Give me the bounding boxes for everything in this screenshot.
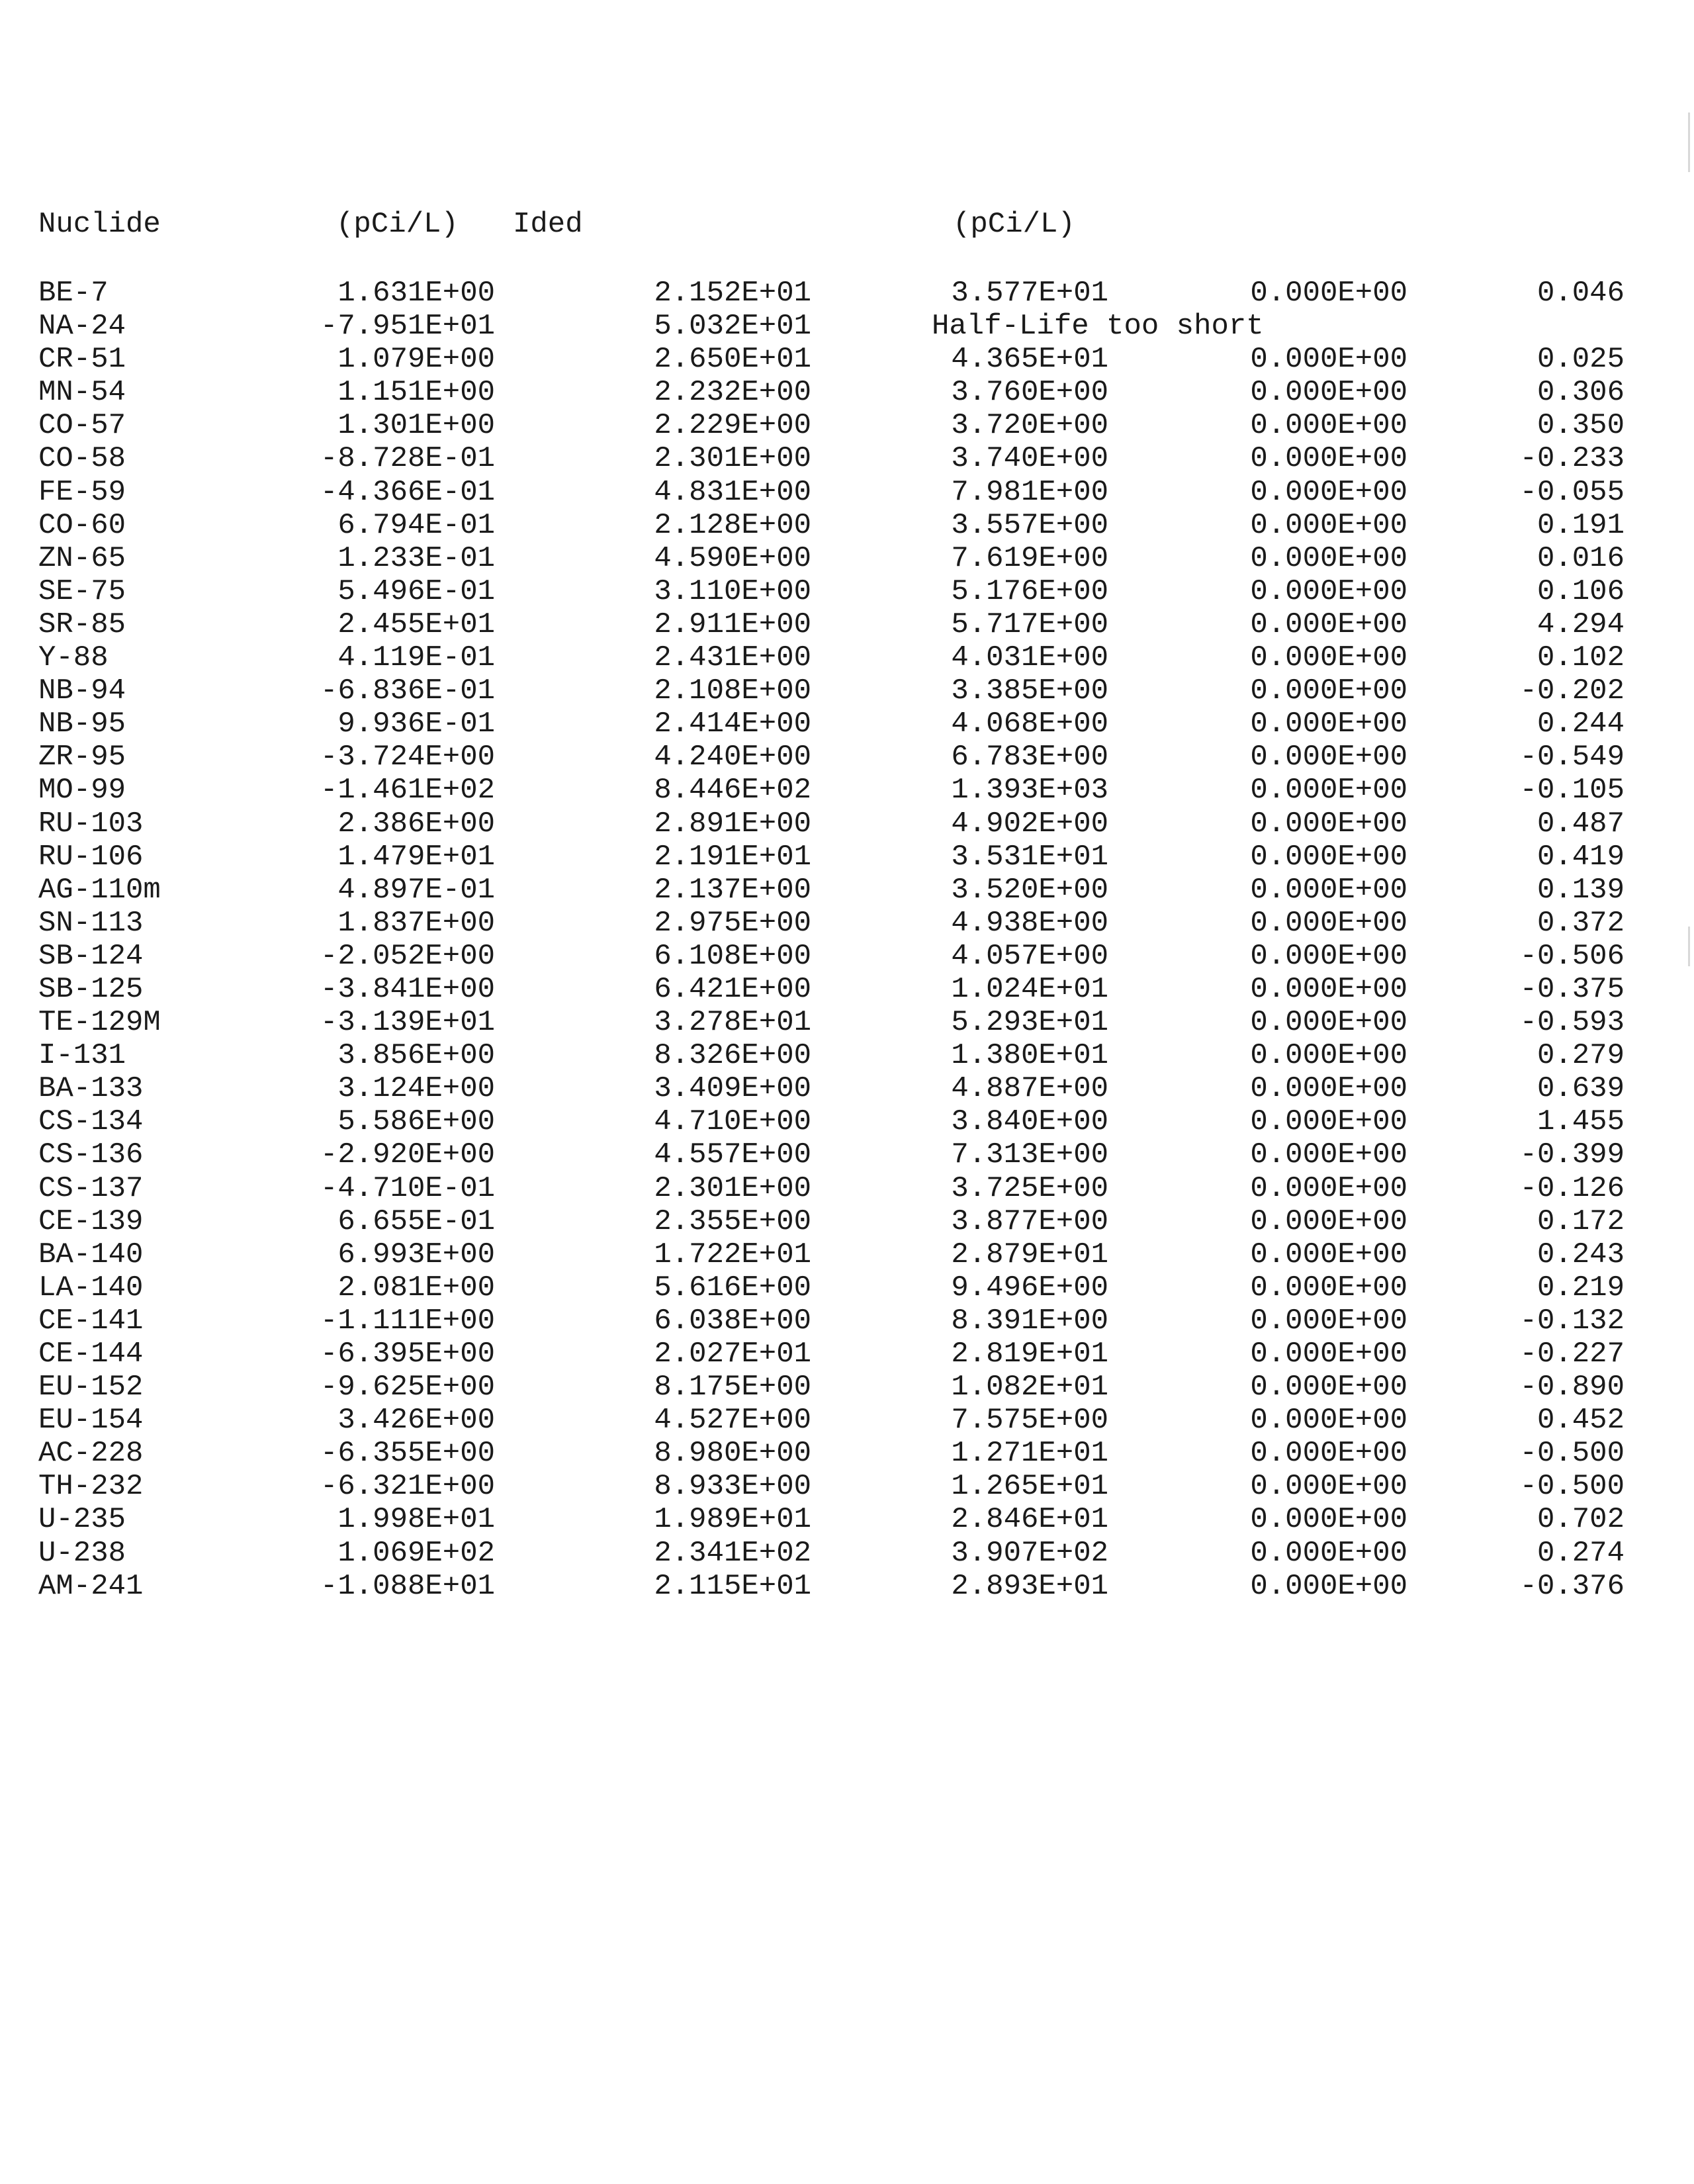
uncertainty-cell: 5.032E+01 bbox=[654, 310, 811, 343]
activity-cell: -1.461E+02 bbox=[320, 774, 495, 807]
uncertainty-cell: 8.980E+00 bbox=[654, 1437, 811, 1471]
table-row bbox=[0, 1470, 1694, 1503]
activity-cell: 5.586E+00 bbox=[337, 1105, 495, 1139]
ratio-cell: -0.375 bbox=[1519, 972, 1625, 1006]
mda-cell: 5.717E+00 bbox=[951, 608, 1108, 641]
nuclide-table bbox=[0, 277, 1694, 1603]
ratio-cell: -0.399 bbox=[1519, 1138, 1625, 1172]
activity-cell: 4.119E-01 bbox=[337, 641, 495, 675]
nuclide-cell: CE-139 bbox=[38, 1205, 144, 1238]
zero-cell: 0.000E+00 bbox=[1250, 707, 1407, 741]
table-row bbox=[0, 1338, 1694, 1371]
ratio-cell: 0.452 bbox=[1537, 1404, 1625, 1437]
uncertainty-cell: 2.355E+00 bbox=[654, 1205, 811, 1238]
table-row bbox=[0, 1072, 1694, 1105]
mda-cell: 3.385E+00 bbox=[951, 674, 1108, 708]
activity-cell: 1.079E+00 bbox=[337, 343, 495, 377]
table-row bbox=[0, 707, 1694, 741]
nuclide-cell: U-235 bbox=[38, 1503, 126, 1537]
table-row bbox=[0, 1271, 1694, 1304]
activity-cell: 1.233E-01 bbox=[337, 541, 495, 575]
ratio-cell: -0.890 bbox=[1519, 1371, 1625, 1404]
mda-cell: 7.313E+00 bbox=[951, 1138, 1108, 1172]
uncertainty-cell: 4.527E+00 bbox=[654, 1404, 811, 1437]
nuclide-cell: FE-59 bbox=[38, 475, 126, 509]
zero-cell: 0.000E+00 bbox=[1250, 1006, 1407, 1040]
nuclide-cell: CS-136 bbox=[38, 1138, 144, 1172]
activity-cell: 3.856E+00 bbox=[337, 1039, 495, 1073]
activity-cell: 4.897E-01 bbox=[337, 873, 495, 907]
nuclide-cell: SN-113 bbox=[38, 906, 144, 940]
activity-cell: -9.625E+00 bbox=[320, 1371, 495, 1404]
uncertainty-cell: 1.989E+01 bbox=[654, 1503, 811, 1537]
table-row bbox=[0, 874, 1694, 907]
nuclide-cell: ZN-65 bbox=[38, 541, 126, 575]
ratio-cell: -0.500 bbox=[1519, 1437, 1625, 1471]
uncertainty-cell: 2.232E+00 bbox=[654, 376, 811, 410]
nuclide-cell: CE-141 bbox=[38, 1304, 144, 1338]
mda-cell: 7.619E+00 bbox=[951, 541, 1108, 575]
nuclide-cell: RU-106 bbox=[38, 840, 144, 874]
ratio-cell: 4.294 bbox=[1537, 608, 1625, 641]
zero-cell: 0.000E+00 bbox=[1250, 1304, 1407, 1338]
ratio-cell: -0.500 bbox=[1519, 1470, 1625, 1504]
ratio-cell: 0.106 bbox=[1537, 574, 1625, 608]
ratio-cell: 0.702 bbox=[1537, 1503, 1625, 1537]
uncertainty-cell: 3.278E+01 bbox=[654, 1006, 811, 1040]
ratio-cell: 0.243 bbox=[1537, 1238, 1625, 1271]
mda-cell: 3.577E+01 bbox=[951, 277, 1108, 310]
activity-cell: -1.088E+01 bbox=[320, 1569, 495, 1603]
activity-cell: -2.052E+00 bbox=[320, 939, 495, 973]
uncertainty-cell: 8.175E+00 bbox=[654, 1371, 811, 1404]
ratio-cell: 0.306 bbox=[1537, 376, 1625, 410]
ratio-cell: -0.126 bbox=[1519, 1171, 1625, 1205]
ratio-cell: 0.016 bbox=[1537, 541, 1625, 575]
activity-cell: -4.366E-01 bbox=[320, 475, 495, 509]
uncertainty-cell: 8.933E+00 bbox=[654, 1470, 811, 1504]
note-cell: Half-Life too short bbox=[932, 310, 1264, 343]
nuclide-cell: AM-241 bbox=[38, 1569, 144, 1603]
uncertainty-cell: 6.038E+00 bbox=[654, 1304, 811, 1338]
mda-cell: 4.057E+00 bbox=[951, 939, 1108, 973]
table-row bbox=[0, 442, 1694, 475]
table-row bbox=[0, 509, 1694, 542]
table-row bbox=[0, 575, 1694, 608]
uncertainty-cell: 2.229E+00 bbox=[654, 409, 811, 443]
activity-cell: -8.728E-01 bbox=[320, 442, 495, 476]
mda-cell: 2.893E+01 bbox=[951, 1569, 1108, 1603]
mda-cell: 3.877E+00 bbox=[951, 1205, 1108, 1238]
zero-cell: 0.000E+00 bbox=[1250, 1039, 1407, 1073]
uncertainty-cell: 2.301E+00 bbox=[654, 1171, 811, 1205]
table-row bbox=[0, 907, 1694, 940]
zero-cell: 0.000E+00 bbox=[1250, 674, 1407, 708]
mda-cell: 1.024E+01 bbox=[951, 972, 1108, 1006]
ratio-cell: -0.202 bbox=[1519, 674, 1625, 708]
activity-cell: -7.951E+01 bbox=[320, 310, 495, 343]
mda-cell: 1.393E+03 bbox=[951, 774, 1108, 807]
uncertainty-cell: 2.152E+01 bbox=[654, 277, 811, 310]
table-row bbox=[0, 310, 1694, 343]
zero-cell: 0.000E+00 bbox=[1250, 1238, 1407, 1271]
zero-cell: 0.000E+00 bbox=[1250, 277, 1407, 310]
mda-cell: 9.496E+00 bbox=[951, 1271, 1108, 1304]
ratio-cell: 0.046 bbox=[1537, 277, 1625, 310]
zero-cell: 0.000E+00 bbox=[1250, 1105, 1407, 1139]
nuclide-cell: BE-7 bbox=[38, 277, 109, 310]
ratio-cell: 0.639 bbox=[1537, 1072, 1625, 1106]
table-row bbox=[0, 940, 1694, 973]
activity-cell: 5.496E-01 bbox=[337, 574, 495, 608]
mda-cell: 1.271E+01 bbox=[951, 1437, 1108, 1471]
zero-cell: 0.000E+00 bbox=[1250, 1437, 1407, 1471]
nuclide-cell: LA-140 bbox=[38, 1271, 144, 1304]
nuclide-cell: CO-60 bbox=[38, 508, 126, 542]
nuclide-cell: AC-228 bbox=[38, 1437, 144, 1471]
activity-cell: -2.920E+00 bbox=[320, 1138, 495, 1172]
table-row bbox=[0, 343, 1694, 376]
zero-cell: 0.000E+00 bbox=[1250, 376, 1407, 410]
table-row bbox=[0, 1205, 1694, 1238]
activity-cell: 1.301E+00 bbox=[337, 409, 495, 443]
mda-cell: 3.520E+00 bbox=[951, 873, 1108, 907]
mda-cell: 3.725E+00 bbox=[951, 1171, 1108, 1205]
ratio-cell: 0.139 bbox=[1537, 873, 1625, 907]
zero-cell: 0.000E+00 bbox=[1250, 840, 1407, 874]
activity-cell: 1.151E+00 bbox=[337, 376, 495, 410]
nuclide-cell: Y-88 bbox=[38, 641, 109, 675]
zero-cell: 0.000E+00 bbox=[1250, 1338, 1407, 1371]
uncertainty-cell: 2.911E+00 bbox=[654, 608, 811, 641]
table-row bbox=[0, 542, 1694, 575]
ratio-cell: 0.102 bbox=[1537, 641, 1625, 675]
ratio-cell: 0.244 bbox=[1537, 707, 1625, 741]
activity-cell: -6.395E+00 bbox=[320, 1338, 495, 1371]
table-row bbox=[0, 1537, 1694, 1570]
uncertainty-cell: 2.301E+00 bbox=[654, 442, 811, 476]
ratio-cell: -0.233 bbox=[1519, 442, 1625, 476]
header-ided: Ided bbox=[513, 208, 583, 241]
ratio-cell: -0.593 bbox=[1519, 1006, 1625, 1040]
zero-cell: 0.000E+00 bbox=[1250, 1072, 1407, 1106]
mda-cell: 2.879E+01 bbox=[951, 1238, 1108, 1271]
nuclide-cell: ZR-95 bbox=[38, 741, 126, 774]
activity-cell: 1.069E+02 bbox=[337, 1536, 495, 1570]
uncertainty-cell: 8.446E+02 bbox=[654, 774, 811, 807]
table-row bbox=[0, 376, 1694, 409]
nuclide-cell: SB-124 bbox=[38, 939, 144, 973]
zero-cell: 0.000E+00 bbox=[1250, 1138, 1407, 1172]
zero-cell: 0.000E+00 bbox=[1250, 409, 1407, 443]
mda-cell: 3.740E+00 bbox=[951, 442, 1108, 476]
nuclide-cell: BA-133 bbox=[38, 1072, 144, 1106]
uncertainty-cell: 2.191E+01 bbox=[654, 840, 811, 874]
activity-cell: -6.321E+00 bbox=[320, 1470, 495, 1504]
activity-cell: 6.794E-01 bbox=[337, 508, 495, 542]
ratio-cell: 0.487 bbox=[1537, 807, 1625, 841]
mda-cell: 5.293E+01 bbox=[951, 1006, 1108, 1040]
zero-cell: 0.000E+00 bbox=[1250, 1205, 1407, 1238]
ratio-cell: 0.350 bbox=[1537, 409, 1625, 443]
zero-cell: 0.000E+00 bbox=[1250, 873, 1407, 907]
nuclide-cell: CR-51 bbox=[38, 343, 126, 377]
mda-cell: 7.575E+00 bbox=[951, 1404, 1108, 1437]
mda-cell: 1.265E+01 bbox=[951, 1470, 1108, 1504]
zero-cell: 0.000E+00 bbox=[1250, 641, 1407, 675]
activity-cell: -6.355E+00 bbox=[320, 1437, 495, 1471]
table-row bbox=[0, 277, 1694, 310]
ratio-cell: 0.219 bbox=[1537, 1271, 1625, 1304]
ratio-cell: -0.132 bbox=[1519, 1304, 1625, 1338]
table-row bbox=[0, 1172, 1694, 1205]
zero-cell: 0.000E+00 bbox=[1250, 774, 1407, 807]
table-row bbox=[0, 1404, 1694, 1437]
nuclide-cell: CE-144 bbox=[38, 1338, 144, 1371]
table-row bbox=[0, 1138, 1694, 1171]
zero-cell: 0.000E+00 bbox=[1250, 1503, 1407, 1537]
table-row bbox=[0, 608, 1694, 641]
nuclide-cell: SE-75 bbox=[38, 574, 126, 608]
activity-cell: -1.111E+00 bbox=[320, 1304, 495, 1338]
uncertainty-cell: 4.590E+00 bbox=[654, 541, 811, 575]
mda-cell: 3.531E+01 bbox=[951, 840, 1108, 874]
activity-cell: 3.124E+00 bbox=[337, 1072, 495, 1106]
table-row bbox=[0, 973, 1694, 1006]
activity-cell: 9.936E-01 bbox=[337, 707, 495, 741]
activity-cell: 2.081E+00 bbox=[337, 1271, 495, 1304]
activity-cell: 6.655E-01 bbox=[337, 1205, 495, 1238]
zero-cell: 0.000E+00 bbox=[1250, 574, 1407, 608]
mda-cell: 3.557E+00 bbox=[951, 508, 1108, 542]
nuclide-cell: SB-125 bbox=[38, 972, 144, 1006]
activity-cell: -6.836E-01 bbox=[320, 674, 495, 708]
header-mda-unit: (pCi/L) bbox=[953, 208, 1075, 241]
nuclide-cell: NB-95 bbox=[38, 707, 126, 741]
mda-cell: 3.720E+00 bbox=[951, 409, 1108, 443]
mda-cell: 1.082E+01 bbox=[951, 1371, 1108, 1404]
mda-cell: 3.907E+02 bbox=[951, 1536, 1108, 1570]
table-row bbox=[0, 1238, 1694, 1271]
table-row bbox=[0, 1371, 1694, 1404]
activity-cell: -4.710E-01 bbox=[320, 1171, 495, 1205]
uncertainty-cell: 3.110E+00 bbox=[654, 574, 811, 608]
zero-cell: 0.000E+00 bbox=[1250, 1536, 1407, 1570]
uncertainty-cell: 6.108E+00 bbox=[654, 939, 811, 973]
mda-cell: 7.981E+00 bbox=[951, 475, 1108, 509]
mda-cell: 4.031E+00 bbox=[951, 641, 1108, 675]
ratio-cell: -0.549 bbox=[1519, 741, 1625, 774]
ratio-cell: -0.506 bbox=[1519, 939, 1625, 973]
nuclide-cell: EU-152 bbox=[38, 1371, 144, 1404]
ratio-cell: -0.055 bbox=[1519, 475, 1625, 509]
table-row bbox=[0, 1437, 1694, 1470]
uncertainty-cell: 2.027E+01 bbox=[654, 1338, 811, 1371]
mda-cell: 6.783E+00 bbox=[951, 741, 1108, 774]
zero-cell: 0.000E+00 bbox=[1250, 508, 1407, 542]
zero-cell: 0.000E+00 bbox=[1250, 1271, 1407, 1304]
table-row bbox=[0, 1304, 1694, 1338]
nuclide-cell: NB-94 bbox=[38, 674, 126, 708]
activity-cell: 1.631E+00 bbox=[337, 277, 495, 310]
nuclide-cell: MO-99 bbox=[38, 774, 126, 807]
zero-cell: 0.000E+00 bbox=[1250, 741, 1407, 774]
ratio-cell: 0.025 bbox=[1537, 343, 1625, 377]
activity-cell: 1.998E+01 bbox=[337, 1503, 495, 1537]
mda-cell: 4.365E+01 bbox=[951, 343, 1108, 377]
table-row bbox=[0, 841, 1694, 874]
table-row bbox=[0, 1006, 1694, 1039]
zero-cell: 0.000E+00 bbox=[1250, 1470, 1407, 1504]
table-row bbox=[0, 476, 1694, 509]
mda-cell: 5.176E+00 bbox=[951, 574, 1108, 608]
nuclide-cell: CO-58 bbox=[38, 442, 126, 476]
mda-cell: 4.068E+00 bbox=[951, 707, 1108, 741]
zero-cell: 0.000E+00 bbox=[1250, 343, 1407, 377]
uncertainty-cell: 2.414E+00 bbox=[654, 707, 811, 741]
activity-cell: 1.479E+01 bbox=[337, 840, 495, 874]
nuclide-cell: CS-137 bbox=[38, 1171, 144, 1205]
uncertainty-cell: 2.115E+01 bbox=[654, 1569, 811, 1603]
mda-cell: 4.902E+00 bbox=[951, 807, 1108, 841]
table-row bbox=[0, 807, 1694, 841]
uncertainty-cell: 5.616E+00 bbox=[654, 1271, 811, 1304]
uncertainty-cell: 2.431E+00 bbox=[654, 641, 811, 675]
zero-cell: 0.000E+00 bbox=[1250, 1404, 1407, 1437]
mda-cell: 3.840E+00 bbox=[951, 1105, 1108, 1139]
table-row bbox=[0, 409, 1694, 442]
uncertainty-cell: 2.650E+01 bbox=[654, 343, 811, 377]
mda-cell: 8.391E+00 bbox=[951, 1304, 1108, 1338]
table-row bbox=[0, 1039, 1694, 1072]
uncertainty-cell: 2.975E+00 bbox=[654, 906, 811, 940]
ratio-cell: 0.419 bbox=[1537, 840, 1625, 874]
table-row bbox=[0, 774, 1694, 807]
nuclide-cell: SR-85 bbox=[38, 608, 126, 641]
nuclide-cell: NA-24 bbox=[38, 310, 126, 343]
table-header bbox=[0, 208, 1694, 241]
activity-cell: 1.837E+00 bbox=[337, 906, 495, 940]
nuclide-cell: CS-134 bbox=[38, 1105, 144, 1139]
ratio-cell: 0.191 bbox=[1537, 508, 1625, 542]
table-row bbox=[0, 1570, 1694, 1603]
zero-cell: 0.000E+00 bbox=[1250, 442, 1407, 476]
ratio-cell: -0.227 bbox=[1519, 1338, 1625, 1371]
uncertainty-cell: 2.891E+00 bbox=[654, 807, 811, 841]
table-row bbox=[0, 1503, 1694, 1536]
nuclide-cell: EU-154 bbox=[38, 1404, 144, 1437]
activity-cell: 2.455E+01 bbox=[337, 608, 495, 641]
mda-cell: 2.819E+01 bbox=[951, 1338, 1108, 1371]
mda-cell: 4.887E+00 bbox=[951, 1072, 1108, 1106]
ratio-cell: 1.455 bbox=[1537, 1105, 1625, 1139]
scan-edge-mark bbox=[1688, 927, 1690, 966]
ratio-cell: 0.274 bbox=[1537, 1536, 1625, 1570]
activity-cell: -3.841E+00 bbox=[320, 972, 495, 1006]
activity-cell: -3.139E+01 bbox=[320, 1006, 495, 1040]
activity-cell: 3.426E+00 bbox=[337, 1404, 495, 1437]
nuclide-cell: RU-103 bbox=[38, 807, 144, 841]
zero-cell: 0.000E+00 bbox=[1250, 1371, 1407, 1404]
mda-cell: 2.846E+01 bbox=[951, 1503, 1108, 1537]
uncertainty-cell: 4.240E+00 bbox=[654, 741, 811, 774]
ratio-cell: -0.376 bbox=[1519, 1569, 1625, 1603]
nuclide-cell: TH-232 bbox=[38, 1470, 144, 1504]
uncertainty-cell: 3.409E+00 bbox=[654, 1072, 811, 1106]
zero-cell: 0.000E+00 bbox=[1250, 807, 1407, 841]
uncertainty-cell: 2.128E+00 bbox=[654, 508, 811, 542]
table-row bbox=[0, 1105, 1694, 1138]
uncertainty-cell: 2.341E+02 bbox=[654, 1536, 811, 1570]
table-row bbox=[0, 641, 1694, 674]
ratio-cell: 0.372 bbox=[1537, 906, 1625, 940]
nuclide-cell: U-238 bbox=[38, 1536, 126, 1570]
activity-cell: 2.386E+00 bbox=[337, 807, 495, 841]
zero-cell: 0.000E+00 bbox=[1250, 906, 1407, 940]
zero-cell: 0.000E+00 bbox=[1250, 475, 1407, 509]
ratio-cell: 0.172 bbox=[1537, 1205, 1625, 1238]
ratio-cell: -0.105 bbox=[1519, 774, 1625, 807]
scan-edge-mark bbox=[1688, 113, 1690, 172]
nuclide-cell: MN-54 bbox=[38, 376, 126, 410]
uncertainty-cell: 4.557E+00 bbox=[654, 1138, 811, 1172]
uncertainty-cell: 6.421E+00 bbox=[654, 972, 811, 1006]
activity-cell: -3.724E+00 bbox=[320, 741, 495, 774]
nuclide-cell: I-131 bbox=[38, 1039, 126, 1073]
table-row bbox=[0, 741, 1694, 774]
uncertainty-cell: 2.137E+00 bbox=[654, 873, 811, 907]
uncertainty-cell: 8.326E+00 bbox=[654, 1039, 811, 1073]
uncertainty-cell: 4.710E+00 bbox=[654, 1105, 811, 1139]
table-row bbox=[0, 674, 1694, 707]
uncertainty-cell: 2.108E+00 bbox=[654, 674, 811, 708]
nuclide-cell: CO-57 bbox=[38, 409, 126, 443]
zero-cell: 0.000E+00 bbox=[1250, 972, 1407, 1006]
nuclide-cell: TE-129M bbox=[38, 1006, 161, 1040]
zero-cell: 0.000E+00 bbox=[1250, 1171, 1407, 1205]
nuclide-cell: AG-110m bbox=[38, 873, 161, 907]
mda-cell: 3.760E+00 bbox=[951, 376, 1108, 410]
zero-cell: 0.000E+00 bbox=[1250, 939, 1407, 973]
zero-cell: 0.000E+00 bbox=[1250, 608, 1407, 641]
uncertainty-cell: 4.831E+00 bbox=[654, 475, 811, 509]
activity-cell: 6.993E+00 bbox=[337, 1238, 495, 1271]
uncertainty-cell: 1.722E+01 bbox=[654, 1238, 811, 1271]
mda-cell: 1.380E+01 bbox=[951, 1039, 1108, 1073]
mda-cell: 4.938E+00 bbox=[951, 906, 1108, 940]
ratio-cell: 0.279 bbox=[1537, 1039, 1625, 1073]
header-activity-unit: (pCi/L) bbox=[336, 208, 459, 241]
zero-cell: 0.000E+00 bbox=[1250, 541, 1407, 575]
nuclide-cell: BA-140 bbox=[38, 1238, 144, 1271]
zero-cell: 0.000E+00 bbox=[1250, 1569, 1407, 1603]
header-nuclide: Nuclide bbox=[38, 208, 161, 241]
